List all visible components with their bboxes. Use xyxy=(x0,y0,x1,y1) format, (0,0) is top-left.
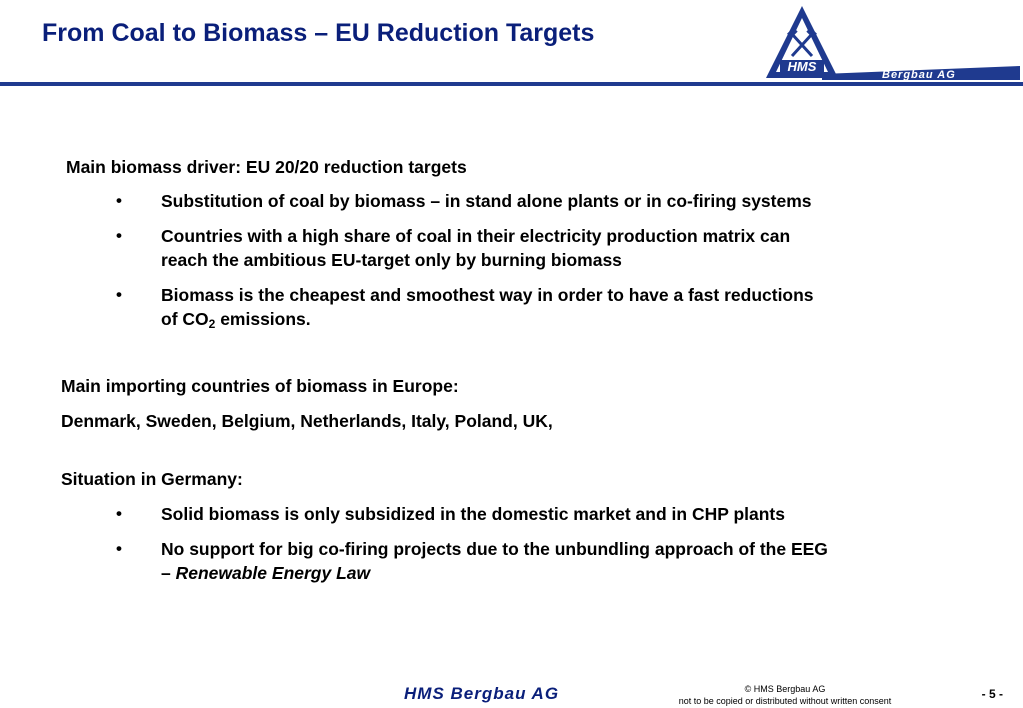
copyright-text: © HMS Bergbau AG xyxy=(744,684,826,694)
bullet-dash: – xyxy=(161,563,176,583)
bullet-text-countries xyxy=(161,224,971,272)
section-heading-driver: Main biomass driver: EU 20/20 reduction targets xyxy=(66,157,467,177)
bullet-text-no-support xyxy=(161,537,971,585)
importing-countries-list: Denmark, Sweden, Belgium, Netherlands, Italy, Poland, UK, xyxy=(61,411,553,431)
renewable-energy-law: Renewable Energy Law xyxy=(175,563,371,583)
logo-company-name: Bergbau AG xyxy=(882,69,956,81)
footer-copyright xyxy=(660,683,910,707)
bullet-marker: • xyxy=(116,191,122,210)
bullet-line: No support for big co-firing projects due to the unbundling approach of the EEG xyxy=(161,539,828,559)
page-title: From Coal to Biomass – EU Reduction Targets xyxy=(42,19,595,47)
subscript: 2 xyxy=(208,317,216,331)
copyright-notice: not to be copied or distributed without written consent xyxy=(678,696,892,706)
bullet-line-post: emissions. xyxy=(215,309,311,329)
page-number: - 5 - xyxy=(981,687,1003,701)
bullet-line: Biomass is the cheapest and smoothest way in order to have a fast reductions xyxy=(161,285,814,305)
bullet-text-substitution: Substitution of coal by biomass – in stand alone plants or in co-firing systems xyxy=(161,191,812,211)
bullet-line-pre: of CO xyxy=(161,309,209,329)
footer-brand: HMS Bergbau AG xyxy=(404,684,560,703)
bullet-marker: • xyxy=(116,539,122,558)
bullet-text-subsidized: Solid biomass is only subsidized in the domestic market and in CHP plants xyxy=(161,504,785,524)
bullet-line: reach the ambitious EU-target only by burning biomass xyxy=(161,250,622,270)
bullet-marker: • xyxy=(116,285,122,304)
section-heading-importing: Main importing countries of biomass in Europe: xyxy=(61,376,459,396)
bullet-line: Countries with a high share of coal in their electricity production matrix can xyxy=(161,226,791,246)
bullet-marker: • xyxy=(116,226,122,245)
bullet-text-cheapest xyxy=(161,283,971,331)
section-heading-germany: Situation in Germany: xyxy=(61,469,243,489)
logo-short-name: HMS xyxy=(787,59,817,74)
bullet-marker: • xyxy=(116,504,122,523)
